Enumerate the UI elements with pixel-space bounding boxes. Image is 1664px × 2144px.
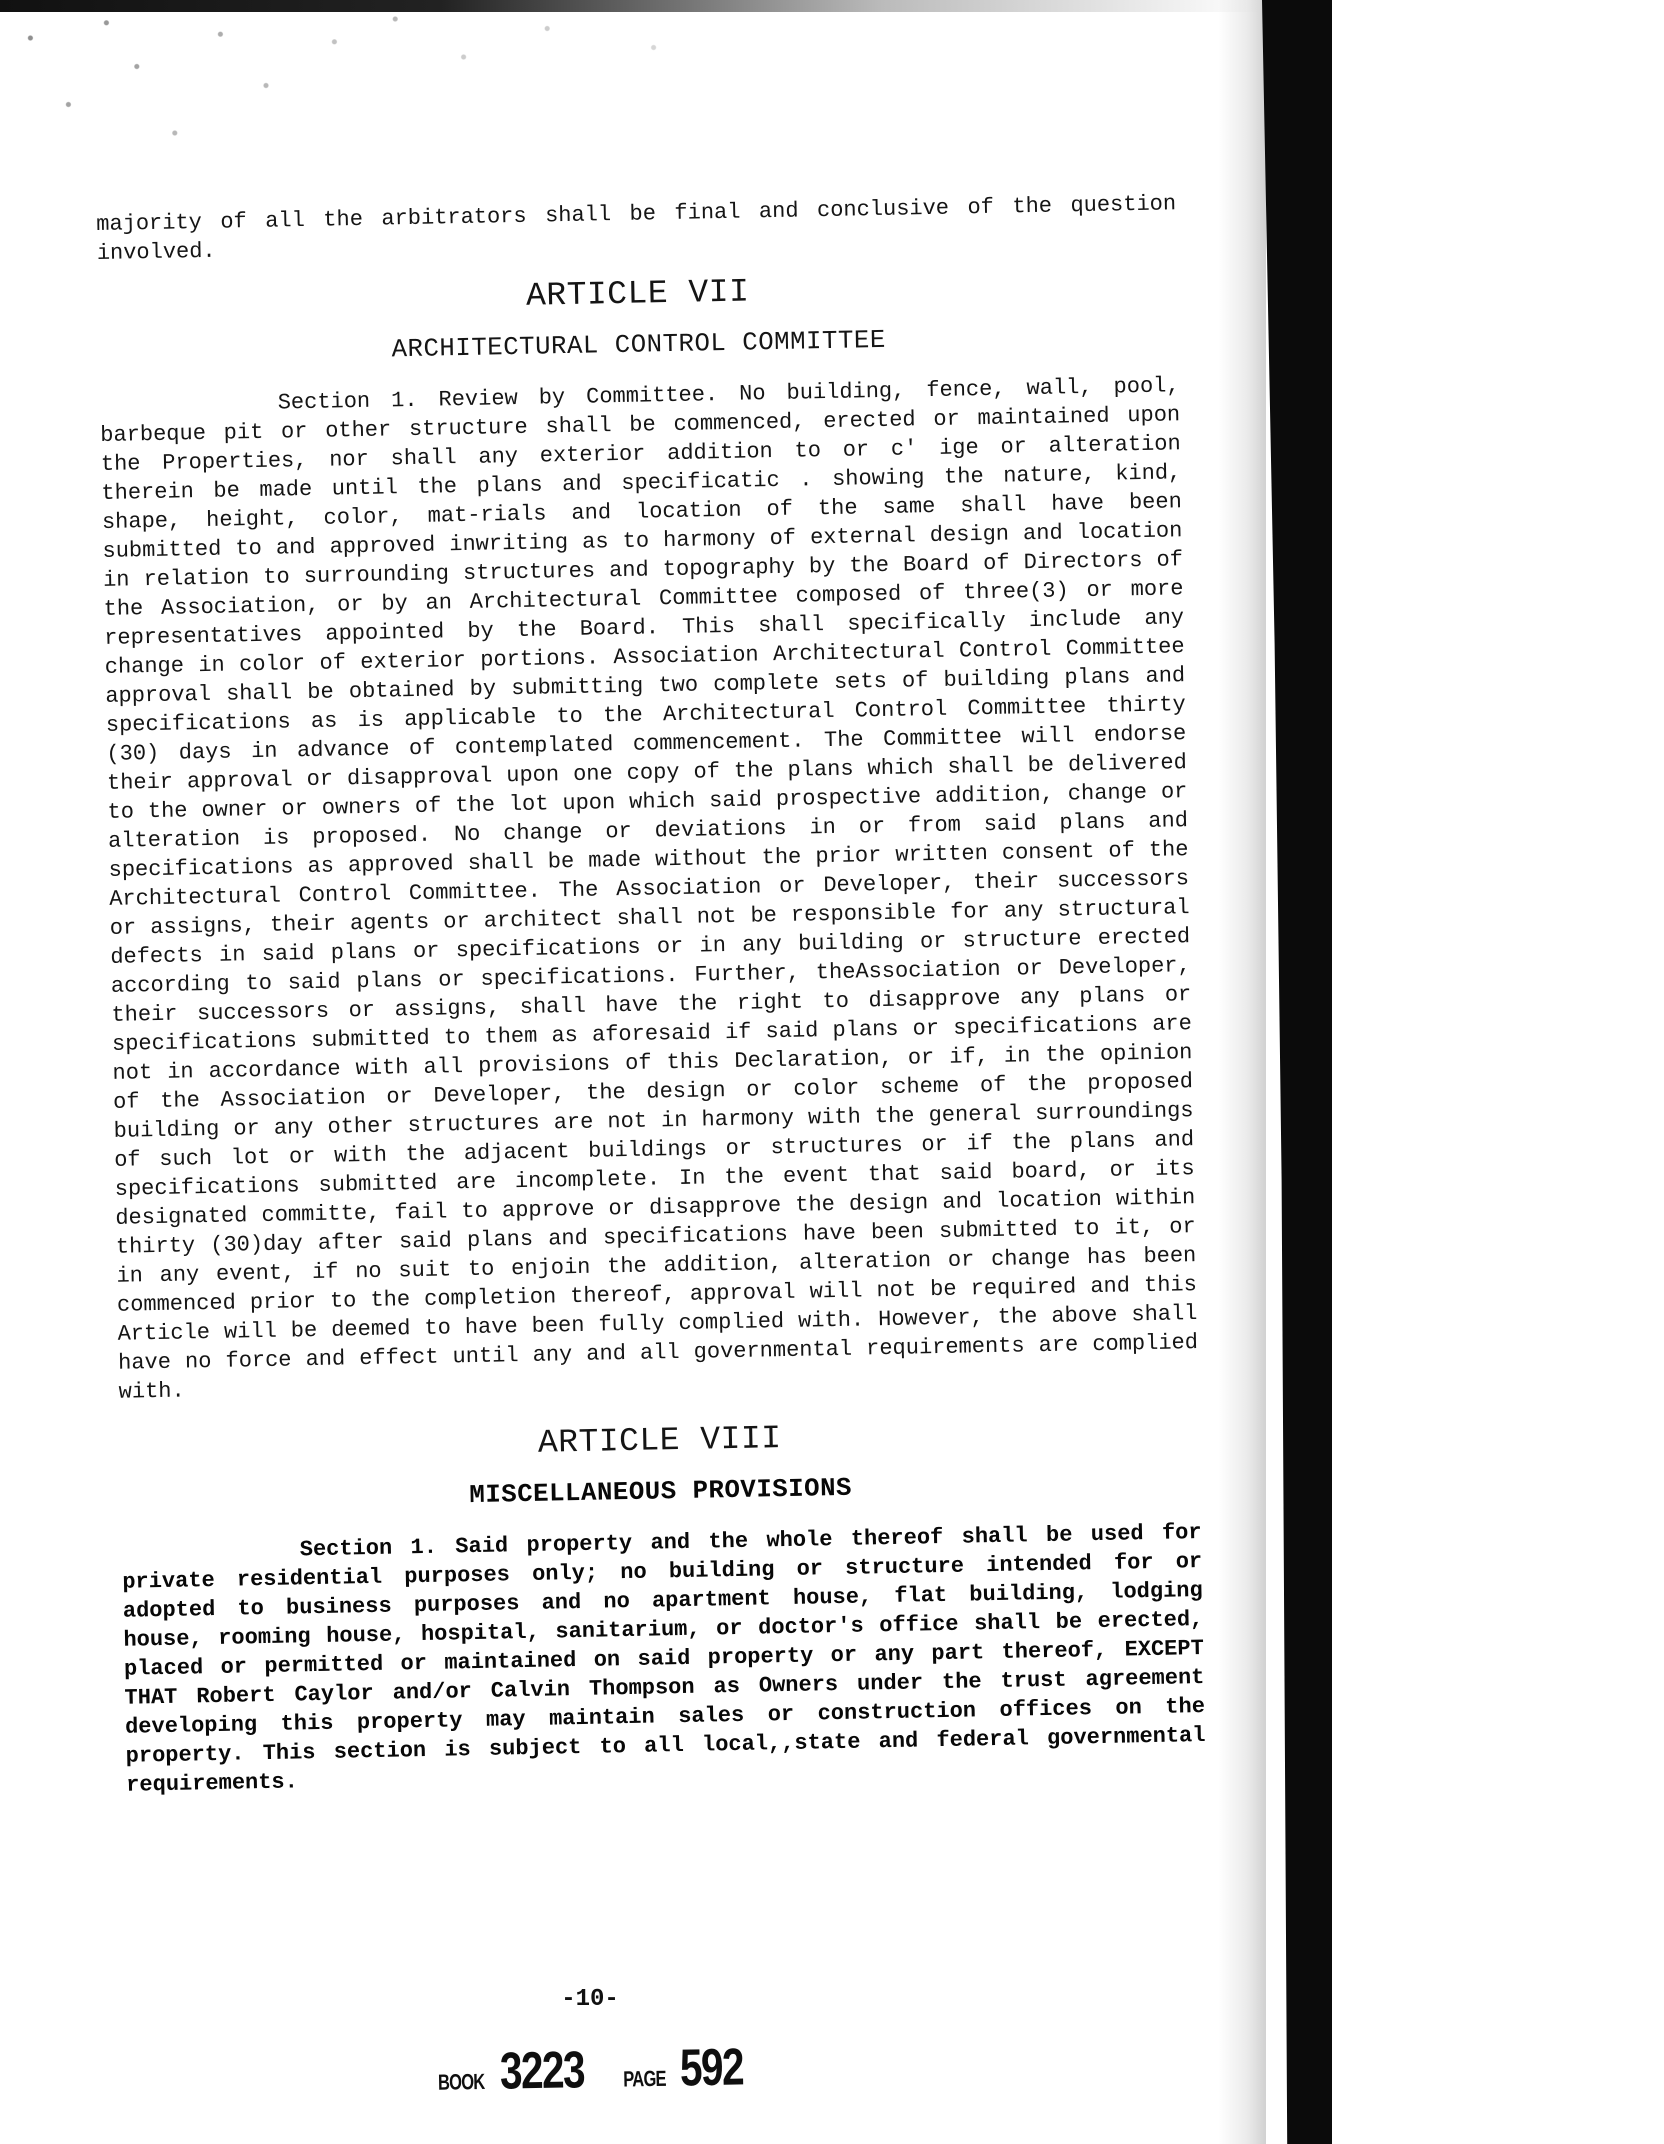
- page-number-stamp: 592: [679, 2038, 744, 2098]
- article-vii-title: ARCHITECTURAL CONTROL COMMITTEE: [391, 325, 887, 365]
- article-viii-heading: ARTICLE VIII: [537, 1420, 782, 1462]
- book-number: 3223: [499, 2041, 585, 2101]
- book-page-stamp: [430, 2037, 762, 2103]
- page-number: -10-: [561, 1986, 619, 2013]
- page-label: PAGE: [622, 2065, 666, 2092]
- scan-artifact-noise: [0, 0, 760, 190]
- article-vii-heading: ARTICLE VII: [525, 273, 750, 315]
- scan-artifact-shadow: [1218, 0, 1266, 2144]
- article-viii-section-1: Section 1. Said property and the whole thereof shall be used for private residential purposes only; no building or structure intended for or adopted to business purposes and no apartment house, flat building, lodging house, rooming house, hospital, sanitarium, or doctor's office shall be erected, placed or permitted or maintained on said property or any part thereof, EXCEPT THAT Robert Caylor and/or Calvin Thompson as Owners under the trust agreement developing this property may maintain sales or construction offices on the property. This section is subject to all local,,state and federal governmental requirements.: [122, 1520, 1206, 1798]
- document-body: [96, 189, 1206, 1799]
- article-viii-title: MISCELLANEOUS PROVISIONS: [469, 1473, 853, 1511]
- continuation-paragraph: majority of all the arbitrators shall be final and conclusive of the question involved.: [96, 191, 1177, 266]
- article-vii-section-1: Section 1. Review by Committee. No building, fence, wall, pool, barbeque pit or other structure shall be commenced, erected or maintained upon the Properties, nor shall any exterior addition to or c' ige or alteration therein be made until the plans and specificatic . showing the nature, kind, shape, height, color, mat-rials and location of the same shall have been submitted to and approved inwriting as to harmony of external design and location in relation to surrounding structures and topography by the Board of Directors of the Association, or by an Architectural Committee composed of three(3) or more representatives appointed by the Board. This shall specifically include any change in color of exterior portions. Association Architectural Control Committee approval shall be obtained by submitting two complete sets of building plans and specifications as is applicable to the Architectural Control Committee thirty (30) days in advance of contemplated commencement. The Committee will endorse their approval or disapproval upon one copy of the plans which shall be delivered to the owner or owners of the lot upon which said prospective addition, change or alteration is proposed. No change or deviations in or from said plans and specifications as approved shall be made without the prior written consent of the Architectural Control Committee. The Association or Developer, their successors or assigns, their agents or architect shall not be responsible for any structural defects in said plans or specifications or in any building or structure erected according to said plans or specifications. Further, theAssociation or Developer, their successors or assigns, shall have the right to disapprove any plans or specifications submitted to them as aforesaid if said plans or specifications are not in accordance with all provisions of this Declaration, or if, in the opinion of the Association or Developer, the design or color scheme of the proposed building or any other structures are not in harmony with the general surroundings of such lot or with the adjacent buildings or structures or if the plans and specifications submitted are incomplete. In the event that said board, or its designated committe, fail to approve or disapprove the design and location within thirty (30)day after said plans and specifications have been submitted to it, or in any event, if no suit to enjoin the addition, alteration or change has been commenced prior to the completion thereof, approval will not be required and this Article will be deemed to have been fully complied with. However, the above shall have no force and effect until any and all governmental requirements are complied with.: [100, 373, 1199, 1405]
- book-label: BOOK: [437, 2068, 485, 2095]
- scan-artifact-right-edge: [1262, 0, 1332, 2144]
